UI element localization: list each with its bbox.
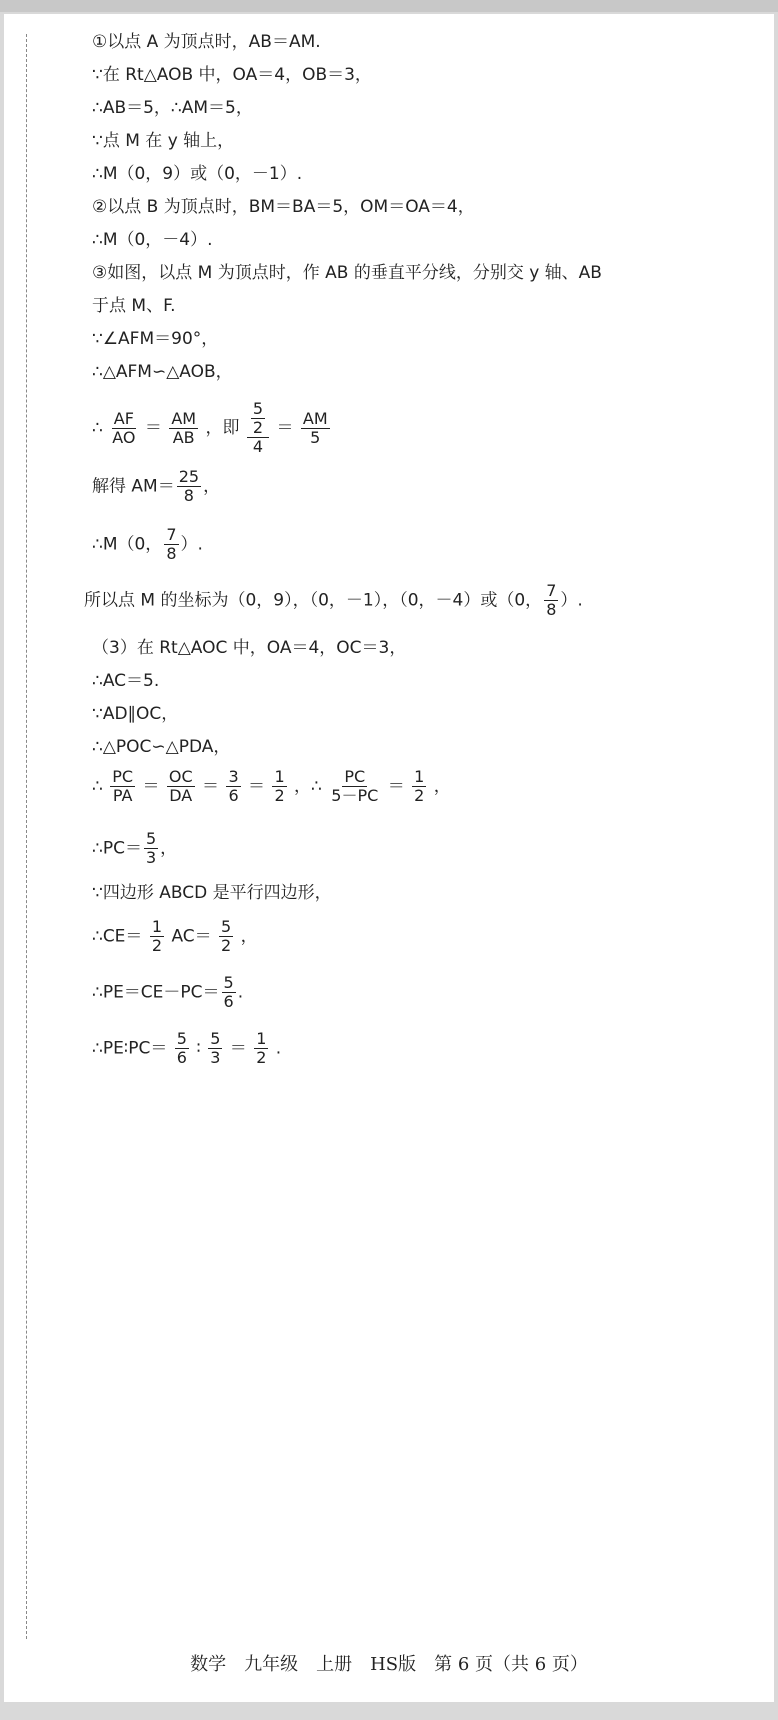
fraction: $\frac{3}{6}$ xyxy=(228,767,239,805)
fraction: $\frac{5}{6}$ xyxy=(176,1029,187,1067)
fraction: $\frac{7}{8}$ xyxy=(166,525,177,563)
text-line: 于点 M、F. xyxy=(92,296,176,316)
fraction: $\frac{AF}{AO}$ xyxy=(112,408,136,447)
text-line: ∵在 Rt△AOB 中，OA＝4，OB＝3， xyxy=(92,65,372,85)
conclusion-coordinates: 所以点 M 的坐标为（0，9），（0，－1），（0，－4）或（0， $\frac{7}{8}$ ）. xyxy=(84,581,583,619)
text-line: ∴AC＝5. xyxy=(92,671,160,691)
equation-pe: ∴PE＝CE－PC＝ $\frac{5}{6}$ . xyxy=(92,973,244,1011)
fraction: $\frac{AM}{AB}$ xyxy=(171,408,197,447)
equation-similar-ratio: ∴ $\frac{AF}{AO}$ ＝ $\frac{AM}{AB}$ ，即 $\frac{\frac{5}{2}}{4}$ ＝ $\frac{AM}{5}$ xyxy=(92,399,328,456)
fraction: $\frac{25}{8}$ xyxy=(178,467,200,505)
text-line: （3）在 Rt△AOC 中，OA＝4，OC＝3， xyxy=(92,638,407,658)
equation-ce: ∴CE＝ $\frac{1}{2}$ AC＝ $\frac{5}{2}$ ， xyxy=(92,917,258,955)
text-line: ∵∠AFM＝90°， xyxy=(92,329,219,349)
fraction: $\frac{1}{2}$ xyxy=(414,767,425,805)
equation-am: 解得 AM＝ $\frac{25}{8}$ ， xyxy=(92,467,221,505)
text-line: ∴△POC∽△PDA， xyxy=(92,737,231,757)
fraction: $\frac{7}{8}$ xyxy=(546,581,557,619)
fraction: $\frac{AM}{5}$ xyxy=(302,408,328,447)
fraction: $\frac{1}{2}$ xyxy=(256,1029,267,1067)
text-line: ∴AB＝5，∴AM＝5， xyxy=(92,98,253,118)
fraction: $\frac{5}{2}$ xyxy=(221,917,232,955)
text-line: ∵AD∥OC， xyxy=(92,704,179,724)
equation-pe-pc-ratio: ∴PE∶PC＝ $\frac{5}{6}$ ∶ $\frac{5}{3}$ ＝ $\frac{1}{2}$ . xyxy=(92,1029,282,1067)
fraction: $\frac{PC}{5-PC}$ xyxy=(331,767,379,805)
equation-m: ∴M（0， $\frac{7}{8}$ ）. xyxy=(92,525,203,563)
text-line: ∴△AFM∽△AOB， xyxy=(92,362,233,382)
fraction: $\frac{5}{6}$ xyxy=(223,973,234,1011)
fraction: $\frac{1}{2}$ xyxy=(151,917,163,955)
text-line: ③如图，以点 M 为顶点时，作 AB 的垂直平分线，分别交 y 轴、AB xyxy=(92,263,602,283)
text-line: ∴M（0，－4）. xyxy=(92,230,213,250)
page-footer: 数学 九年级 上册 HS版 第 6 页（共 6 页） xyxy=(190,1654,588,1675)
text-line: ∵四边形 ABCD 是平行四边形， xyxy=(92,883,332,903)
top-border xyxy=(0,0,778,12)
fraction: $\frac{PC}{PA}$ xyxy=(112,767,134,805)
nested-fraction: $\frac{\frac{5}{2}}{4}$ xyxy=(247,400,269,456)
equation-ratio-pc: ∴ $\frac{PC}{PA}$ ＝ $\frac{OC}{DA}$ ＝ $\frac{3}{6}$ ＝ $\frac{1}{2}$ ，∴ $\frac{PC}{5-PC}$ ＝ $\frac{1}{2}$ ， xyxy=(92,767,451,805)
text-line: ∵点 M 在 y 轴上， xyxy=(92,131,235,151)
therefore-symbol: ∴ xyxy=(92,418,103,438)
fraction: $\frac{OC}{DA}$ xyxy=(168,767,193,805)
inner-fraction: $\frac{5}{2}$ xyxy=(252,399,264,437)
text-line: ∴M（0，9）或（0，－1）. xyxy=(92,164,303,184)
text-line: ②以点 B 为顶点时，BM＝BA＝5，OM＝OA＝4， xyxy=(92,197,475,217)
binding-margin-line xyxy=(26,34,27,1639)
text-line: ①以点 A 为顶点时，AB＝AM. xyxy=(92,32,321,52)
equation-pc: ∴PC＝ $\frac{5}{3}$ ， xyxy=(92,829,178,867)
fraction: $\frac{1}{2}$ xyxy=(274,767,285,805)
fraction: $\frac{5}{3}$ xyxy=(210,1029,221,1067)
fraction: $\frac{5}{3}$ xyxy=(145,829,157,867)
